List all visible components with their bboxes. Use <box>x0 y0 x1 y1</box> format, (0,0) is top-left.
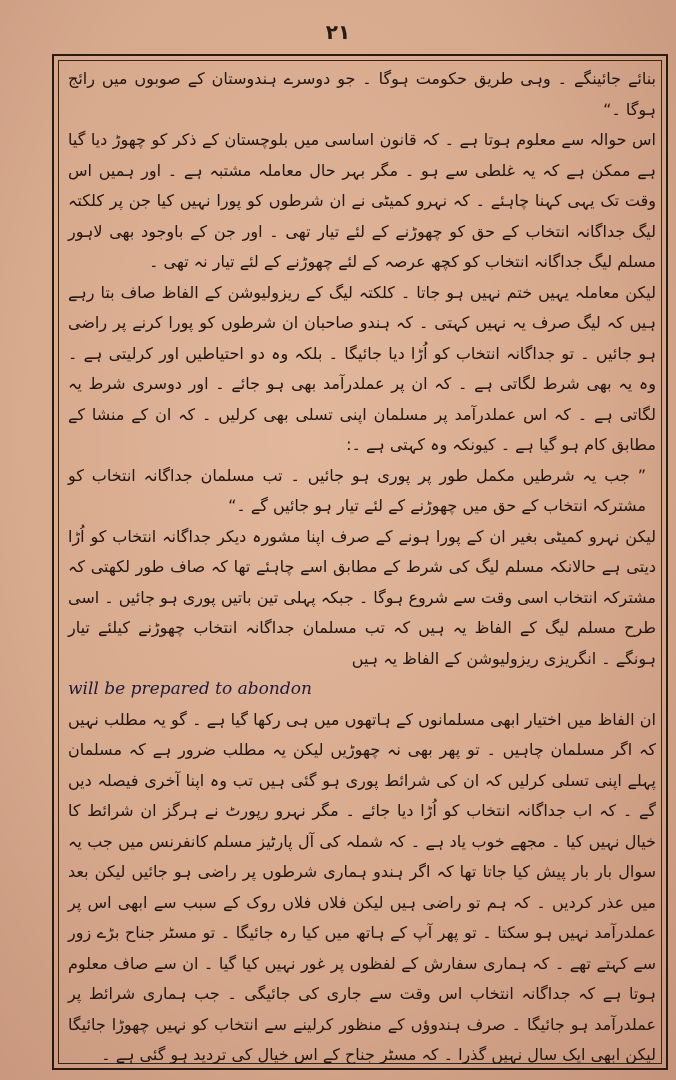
english-phrase: will be prepared to abondon <box>68 679 312 699</box>
body-text <box>68 64 656 1064</box>
paragraph-3: لیکن معاملہ یہیں ختم نہیں ہو جاتا ۔ کلکتہ لیگ کے ریزولیوشن کے الفاظ صاف بتا رہے ہیں کہ لیگ صرف یہ نہیں کہتی ۔ کہ ہندو صاحبان ان شرطوں کو پورا کرنے پر راضی ہو جائیں ۔ تو جداگانہ انتخاب کو اُڑا دیا جائیگا ۔ بلکہ وہ دو احتیاطیں اور کرلیتی ہے ۔ وہ یہ بھی شرط لگاتی ہے ۔ کہ ان پر عملدرآمد بھی ہو جائے ۔ اور دوسری شرط یہ لگاتی ہے ۔ کہ اس عملدرآمد پر مسلمان اپنی تسلی بھی کرلیں ۔ کہ ان کے منشا کے مطابق کام ہو گیا ہے ۔ کیونکہ وہ کہتی ہے ۔: <box>68 282 656 454</box>
paragraph-5: ان الفاظ میں اختیار ابھی مسلمانوں کے ہاتھوں میں ہی رکھا گیا ہے ۔ گو یہ مطلب نہیں کہ اگر مسلمان چاہیں ۔ تو پھر بھی نہ چھوڑیں لیکن یہ مطلب ضرور ہے کہ مسلمان پہلے اپنی تسلی کرلیں کہ ان کی شرائط پوری ہو گئی ہیں تب وہ اپنا آخری فیصلہ دیں گے ۔ کہ اب جداگانہ انتخاب کو اُڑا دیا جائے ۔ مگر نہرو رپورٹ نے ہرگز ان شرائط کا خیال نہیں کیا ۔ مجھے خوب یاد ہے ۔ کہ شملہ کی آل پارٹیز مسلم کانفرنس میں جب یہ سوال بار بار پیش کیا جاتا تھا کہ اگر ہندو ہماری شرطوں پر راضی ہو جائیں لیکن بعد میں عذر کردیں ۔ کہ ہم تو راضی ہیں لیکن فلاں فلاں روک کے سبب سے ابھی اس پر عملدرآمد نہیں ہو سکتا ۔ تو پھر آپ کے ہاتھ میں کیا رہ جائیگا ۔ تو مسٹر جناح بڑے زور سے کہتے تھے ۔ کہ ہماری سفارش کے لفظوں پر غور نہیں کیا گیا ۔ ان سے صاف معلوم ہوتا ہے کہ جداگانہ انتخاب اس وقت سے جاری کی جائیگی ۔ جب ہماری شرائط پر عملدرآمد ہو جائیگا ۔ صرف ہندوؤں کے منظور کرلینے سے انتخاب کو نہیں چھوڑا جائیگا لیکن ابھی ایک سال نہیں گذرا ۔ کہ مسٹر جناح کے اس خیال کی تردید ہو گئی ہے ۔ <box>68 709 656 1064</box>
paragraph-2: اس حوالہ سے معلوم ہوتا ہے ۔ کہ قانون اساسی میں بلوچستان کے ذکر کو چھوڑ دیا گیا ہے ممکن ہے کہ یہ غلطی سے ہو ۔ مگر بہر حال معاملہ مشتبہ ہے ۔ اور ہمیں اس وقت تک یہی کہنا چاہئے ۔ کہ نہرو کمیٹی نے ان شرطوں کو پورا نہیں کیا جن پر کلکتہ لیگ جداگانہ انتخاب کے حق کو چھوڑنے کے لئے تیار تھی ۔ اور جن کے باوجود بھی لاہور مسلم لیگ جداگانہ انتخاب کو کچھ عرصہ کے لئے چھوڑنے کے لئے تیار نہ تھی ۔ <box>68 130 656 271</box>
paragraph-4: لیکن نہرو کمیٹی بغیر ان کے پورا ہونے کے صرف اپنا مشورہ دیکر جداگانہ انتخاب کو اُڑا دیتی ہے حالانکہ مسلم لیگ کی شرط کے مطابق اسے چاہئے تھا کہ صاف طور لکھتی کہ مشترکہ انتخاب اسی وقت سے شروع ہوگا ۔ جبکہ پہلی تین باتیں پوری ہو جائیں ۔ اسی طرح مسلم لیگ کے الفاظ یہ ہیں کہ تب مسلمان جداگانہ انتخاب چھوڑنے کیلئے تیار ہونگے ۔ انگریزی ریزولیوشن کے الفاظ یہ ہیں <box>68 526 656 668</box>
quoted-resolution: ” جب یہ شرطیں مکمل طور پر پوری ہو جائیں ۔ تب مسلمان جداگانہ انتخاب کو مشترکہ انتخاب کے حق میں چھوڑنے کے لئے تیار ہو جائیں گے ۔“ <box>68 465 646 515</box>
paragraph-1: بنائے جائینگے ۔ وہی طریق حکومت ہوگا ۔ جو دوسرے ہندوستان کے صوبوں میں رائج ہوگا ۔“ <box>68 69 656 119</box>
page-number: ۲۱ <box>325 20 351 44</box>
